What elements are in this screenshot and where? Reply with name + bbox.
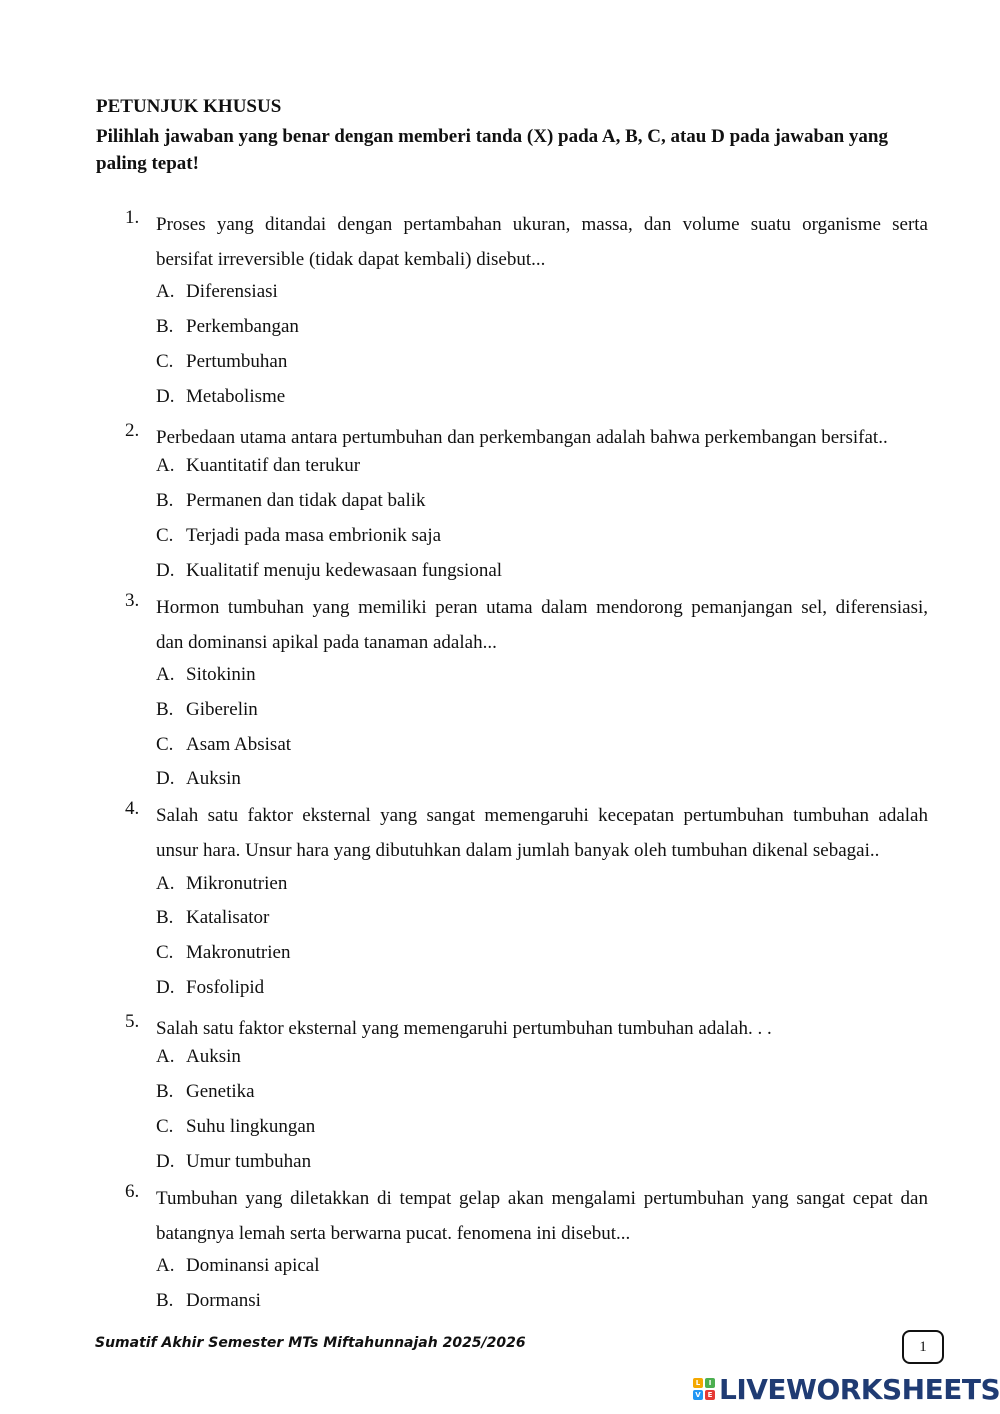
option-5c[interactable]: C. Suhu lingkungan: [156, 1116, 316, 1137]
question-text: Hormon tumbuhan yang memiliki peran utama dalam mendorong pemanjangan sel, diferensiasi, dan dominansi apikal pada tanaman adalah...: [156, 597, 928, 653]
instruction-text: Pilihlah jawaban yang benar dengan memberi tanda (X) pada A, B, C, atau D pada jawaban yang paling tepat!: [96, 126, 888, 174]
option-2a[interactable]: A. Kuantitatif dan terukur: [156, 455, 361, 476]
option-2c[interactable]: C. Terjadi pada masa embrionik saja: [156, 525, 442, 546]
option-1c[interactable]: C. Pertumbuhan: [156, 351, 288, 372]
option-4a[interactable]: A. Mikronutrien: [156, 873, 288, 894]
liveworksheets-logo: [693, 1373, 1000, 1405]
option-3b[interactable]: B. Giberelin: [156, 699, 258, 720]
option-3d[interactable]: D. Auksin: [156, 768, 241, 789]
question-number: 4.: [125, 798, 140, 819]
option-4c[interactable]: C. Makronutrien: [156, 942, 291, 963]
question-text: Salah satu faktor eksternal yang sangat memengaruhi kecepatan pertumbuhan tumbuhan adalah unsur hara. Unsur hara yang dibutuhkan dalam jumlah banyak oleh tumbuhan dikenal sebagai..: [156, 805, 928, 861]
option-5d[interactable]: D. Umur tumbuhan: [156, 1151, 312, 1172]
option-2d[interactable]: D. Kualitatif menuju kedewasaan fungsional: [156, 560, 503, 581]
option-1b[interactable]: B. Perkembangan: [156, 316, 299, 337]
question-number: 5.: [125, 1011, 140, 1032]
option-5b[interactable]: B. Genetika: [156, 1081, 255, 1102]
footer-text: Sumatif Akhir Semester MTs Miftahunnajah 2025/2026: [95, 1335, 526, 1351]
option-2b[interactable]: B. Permanen dan tidak dapat balik: [156, 490, 426, 511]
liveworksheets-icon: L I V E: [693, 1378, 715, 1400]
question-text: Proses yang ditandai dengan pertambahan ukuran, massa, dan volume suatu organisme serta bersifat irreversible (tidak dapat kembali) disebut...: [156, 214, 928, 270]
question-text: Salah satu faktor eksternal yang memengaruhi pertumbuhan tumbuhan adalah. . .: [156, 1018, 772, 1039]
question-number: 2.: [125, 420, 140, 441]
option-4b[interactable]: B. Katalisator: [156, 907, 270, 928]
section-title: PETUNJUK KHUSUS: [96, 96, 282, 117]
option-1d[interactable]: D. Metabolisme: [156, 386, 286, 407]
question-text: Tumbuhan yang diletakkan di tempat gelap akan mengalami pertumbuhan yang sangat cepat dan batangnya lemah serta berwarna pucat. fenomena ini disebut...: [156, 1188, 928, 1244]
question-number: 1.: [125, 207, 140, 228]
option-3c[interactable]: C. Asam Absisat: [156, 734, 292, 755]
brand-name: LIVEWORKSHEETS: [719, 1372, 1000, 1406]
question-number: 3.: [125, 590, 140, 611]
option-6a[interactable]: A. Dominansi apical: [156, 1255, 320, 1276]
option-1a[interactable]: A. Diferensiasi: [156, 281, 278, 302]
page-number: 1: [902, 1330, 944, 1364]
option-4d[interactable]: D. Fosfolipid: [156, 977, 265, 998]
option-3a[interactable]: A. Sitokinin: [156, 664, 256, 685]
option-5a[interactable]: A. Auksin: [156, 1046, 241, 1067]
question-number: 6.: [125, 1181, 140, 1202]
option-6b[interactable]: B. Dormansi: [156, 1290, 261, 1311]
question-text: Perbedaan utama antara pertumbuhan dan perkembangan adalah bahwa perkembangan bersifat..: [156, 427, 888, 448]
